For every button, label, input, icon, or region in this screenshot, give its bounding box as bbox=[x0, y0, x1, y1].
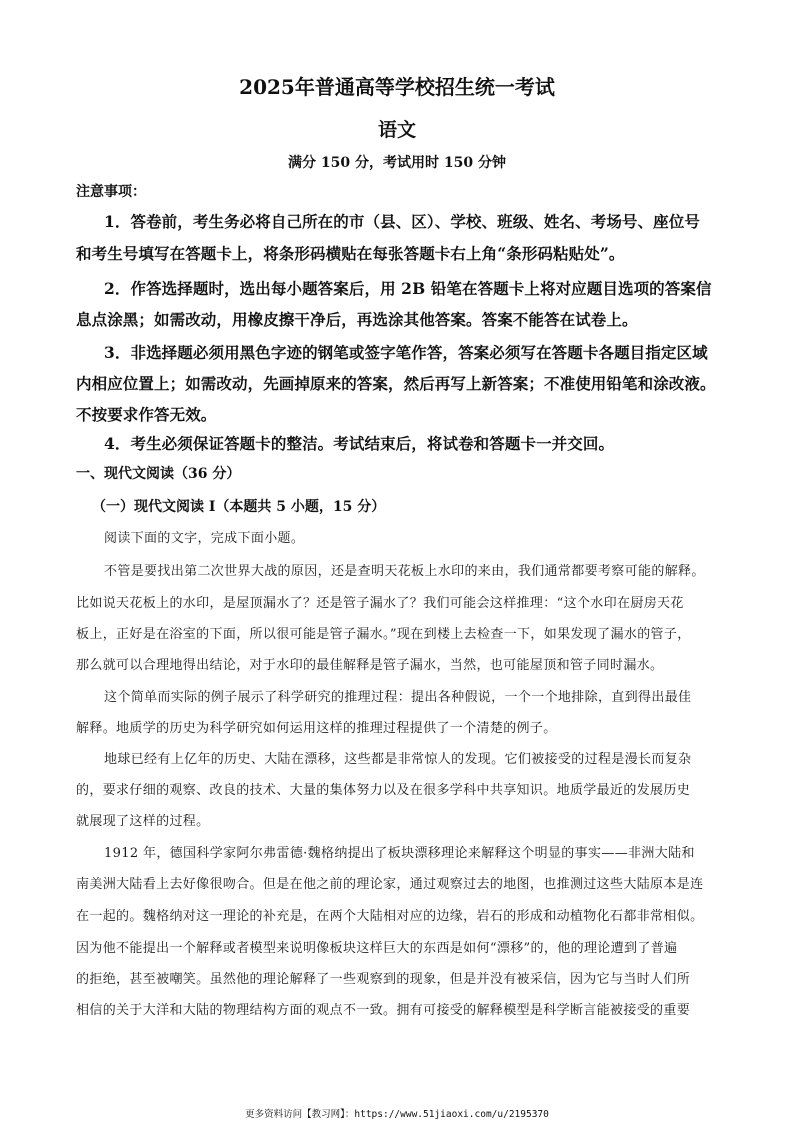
passage-line: 就展现了这样的过程。 bbox=[76, 814, 210, 829]
passage-line: 1912 年，德国科学家阿尔弗雷德·魏格纳提出了板块漂移理论来解释这个明显的事实——非洲大陆和 bbox=[104, 846, 695, 861]
footer-source-link[interactable]: 更多资料访问【教习网】：https://www.51jiaoxi.com/u/2195370 bbox=[245, 1109, 549, 1120]
passage-line: 南美洲大陆看上去好像很吻合。但是在他之前的理论家，通过观察过去的地图，也推测过这些大陆原本是连 bbox=[76, 877, 704, 892]
passage-line: 的，要求仔细的观察、改良的技术、大量的集体努力以及在很多学科中共享知识。地质学最近的发展历史 bbox=[76, 783, 691, 798]
passage-line: 的拒绝，甚至被嘲笑。虽然他的理论解释了一些观察到的现象，但是并没有被采信，因为它与当时人们所 bbox=[76, 972, 691, 987]
notice-item-3-line-1: 3．非选择题必须用黑色字迹的钢笔或签字笔作答，答案必须写在答题卡各题目指定区域 bbox=[104, 343, 708, 362]
passage-line: 那么就可以合理地得出结论，对于水印的最佳解释是管子漏水，当然，也可能屋顶和管子同时漏水。 bbox=[76, 658, 664, 673]
notice-item-4-line-1: 4．考生必须保证答题卡的整洁。考试结束后，将试卷和答题卡一并交回。 bbox=[104, 434, 615, 453]
notice-heading: 注意事项： bbox=[76, 184, 146, 200]
passage-line: 比如说天花板上的水印，是屋顶漏水了？还是管子漏水了？我们可能会这样推理：“这个水印在厨房天花 bbox=[76, 596, 684, 611]
passage-line: 解释。地质学的历史为科学研究如何运用这样的推理过程提供了一个清楚的例子。 bbox=[76, 721, 557, 736]
section-subheading: （一）现代文阅读 I（本题共 5 小题，15 分） bbox=[92, 499, 386, 515]
section-heading: 一、现代文阅读（36 分） bbox=[76, 466, 241, 482]
reading-instruction: 阅读下面的文字，完成下面小题。 bbox=[104, 531, 305, 546]
passage-line: 板上，正好是在浴室的下面，所以很可能是管子漏水。”现在到楼上去检查一下，如果发现了漏水的管子， bbox=[76, 627, 691, 642]
subject-title: 语文 bbox=[377, 119, 416, 141]
passage-line: 相信的关于大洋和大陆的物理结构方面的观点不一致。拥有可接受的解释模型是科学断言能被接受的重要 bbox=[76, 1003, 691, 1018]
passage-line: 在一起的。魏格纳对这一理论的补充是，在两个大陆相对应的边缘，岩石的形成和动植物化石都非常相似。 bbox=[76, 909, 704, 924]
notice-item-1-line-2: 和考生号填写在答题卡上，将条形码横贴在每张答题卡右上角“条形码粘贴处”。 bbox=[76, 244, 625, 263]
passage-line: 地球已经有上亿年的历史、大陆在漂移，这些都是非常惊人的发现。它们被接受的过程是漫长而复杂 bbox=[104, 752, 692, 767]
passage-line: 不管是要找出第二次世界大战的原因，还是查明天花板上水印的来由，我们通常都要考察可能的解释。 bbox=[104, 564, 705, 579]
notice-item-2-line-1: 2．作答选择题时，选出每小题答案后，用 2B 铅笔在答题卡上将对应题目选项的答案信 bbox=[104, 279, 712, 298]
exam-title: 2025年普通高等学校招生统一考试 bbox=[239, 75, 555, 99]
notice-item-1-line-1: 1．答卷前，考生务必将自己所在的市（县、区）、学校、班级、姓名、考场号、座位号 bbox=[104, 212, 700, 231]
score-info: 满分 150 分，考试用时 150 分钟 bbox=[288, 155, 506, 171]
notice-item-2-line-2: 息点涂黑；如需改动，用橡皮擦干净后，再选涂其他答案。答案不能答在试卷上。 bbox=[76, 310, 638, 329]
passage-line: 这个简单而实际的例子展示了科学研究的推理过程：提出各种假说，一个一个地排除，直到得出最佳 bbox=[104, 690, 692, 705]
notice-item-3-line-2: 内相应位置上；如需改动，先画掉原来的答案，然后再写上新答案；不准使用铅笔和涂改液。 bbox=[76, 374, 716, 393]
passage-line: 因为他不能提出一个解释或者模型来说明像板块这样巨大的东西是如何“漂移”的，他的理论遭到了普遍 bbox=[76, 941, 678, 956]
notice-item-3-line-3: 不按要求作答无效。 bbox=[76, 405, 217, 424]
